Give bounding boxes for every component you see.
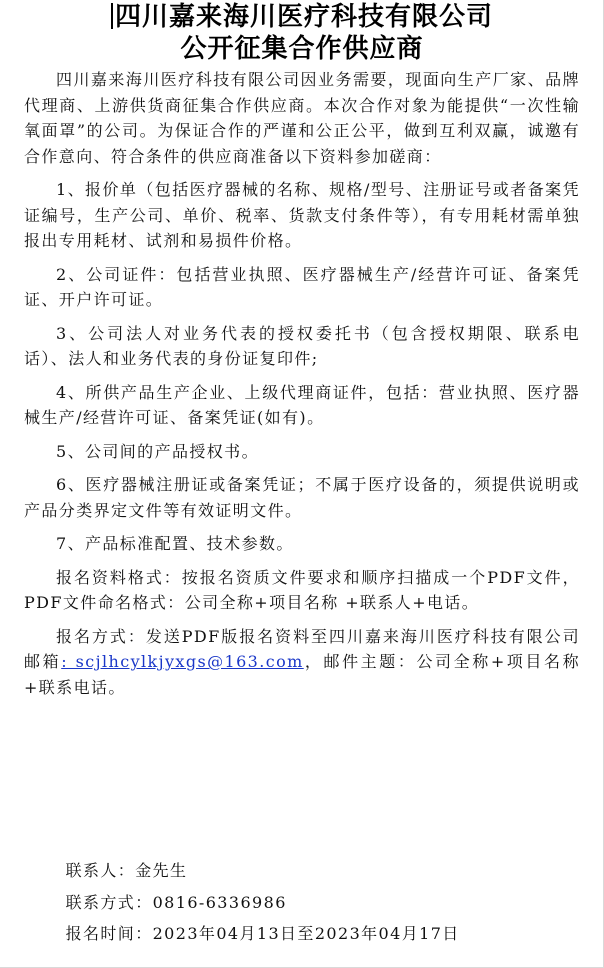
registration-period: 报名时间：2023年04月13日至2023年04月17日 (65, 924, 460, 943)
format-paragraph: 报名资料格式：按报名资质文件要求和顺序扫描成一个PDF文件，PDF文件命名格式：公司全称+项目名称 +联系人+电话。 (24, 567, 580, 612)
intro-paragraph: 四川嘉来海川医疗科技有限公司因业务需要，现面向生产厂家、品牌代理商、上游供货商征集合作供应商。本次合作对象为能提供“一次性输氧面罩”的公司。为保证合作的严谨和公正公平，做到互利双赢，诚邀有合作意向、符合条件的供应商准备以下资料参加磋商： (24, 70, 580, 166)
document-body (24, 67, 580, 708)
contact-phone: 联系方式：0816-6336986 (65, 892, 287, 912)
title-line-company (0, 0, 604, 33)
list-item-manufacturer: 4、所供产品生产企业、上级代理商证件，包括：营业执照、医疗器械生产/经营许可证、备案凭证(如有)。 (24, 382, 580, 427)
method-subject-text: ，邮件主题：公司全称+项目名称+联系电话。 (24, 652, 580, 697)
list-item-registration: 6、医疗器械注册证或备案凭证；不属于医疗设备的，须提供说明或产品分类界定文件等有效证明文件。 (24, 475, 580, 520)
contact-block (24, 855, 580, 950)
list-item-specs: 7、产品标准配置、技术参数。 (56, 534, 294, 553)
contact-person: 联系人：金先生 (65, 861, 188, 880)
list-item-product-authorization: 5、公司间的产品授权书。 (56, 441, 259, 461)
method-paragraph (24, 624, 580, 701)
list-item-quote: 1、报价单（包括医疗器械的名称、规格/型号、注册证号或者备案凭证编号，生产公司、单价、税率、货款支付条件等），有专用耗材需单独报出专用耗材、试剂和易损件价格。 (24, 180, 580, 250)
document-title (0, 0, 604, 65)
title-line-subject: 公开征集合作供应商 (180, 34, 424, 64)
email-link[interactable]: : scjlhcylkjyxgs@163.com (61, 652, 304, 671)
list-item-authorization: 3、公司法人对业务代表的授权委托书（包含授权期限、联系电话）、法人和业务代表的身份证复印件; (24, 323, 580, 368)
title-company-text: 四川嘉来海川医疗科技有限公司 (114, 2, 493, 32)
list-item-certificates: 2、公司证件：包括营业执照、医疗器械生产/经营许可证、备案凭证、开户许可证。 (24, 264, 580, 309)
method-text: 报名方式：发送PDF版报名资料至四川嘉来海川医疗科技有限公司邮箱 (24, 626, 580, 671)
text-cursor (111, 3, 113, 29)
